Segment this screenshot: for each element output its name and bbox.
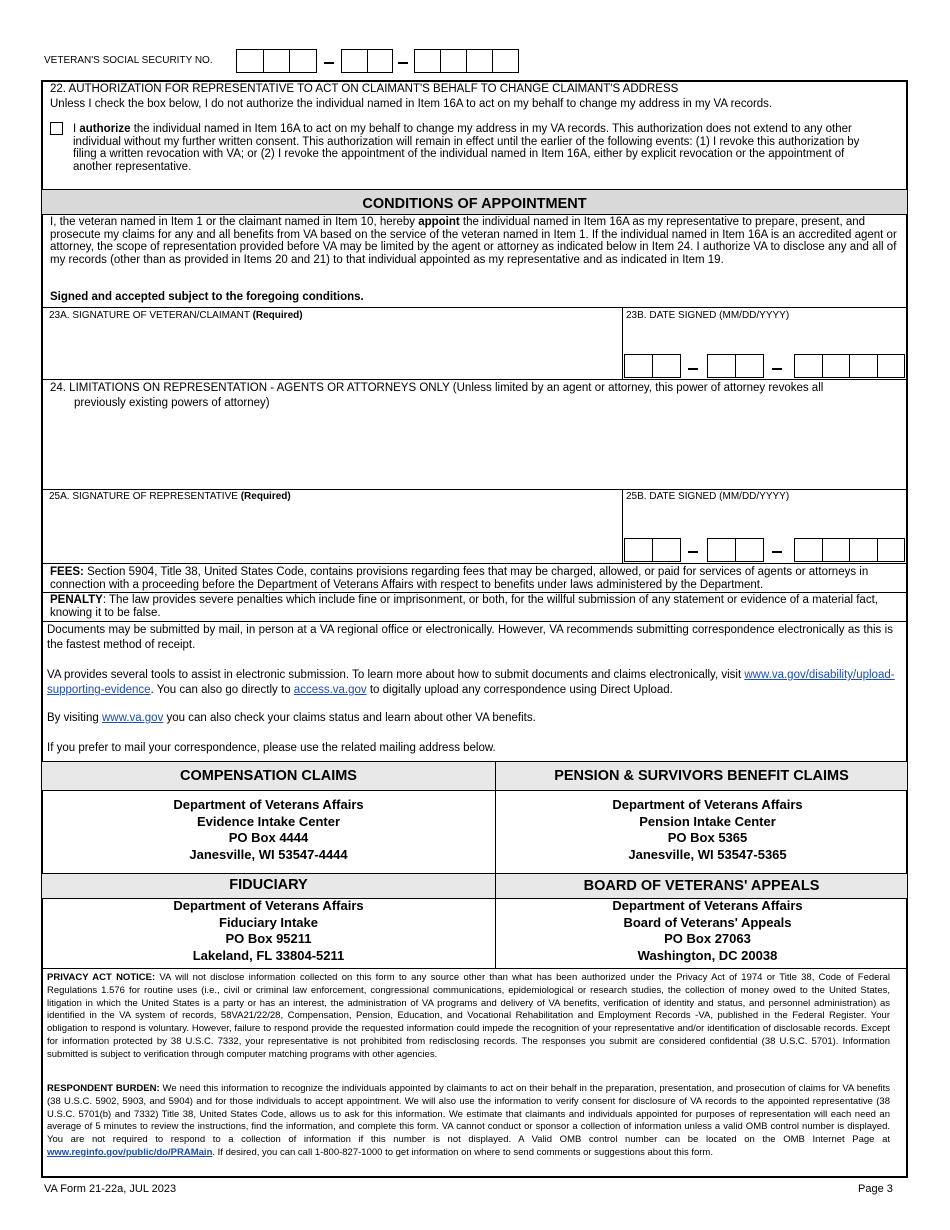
ssn-part1-input[interactable] [236, 49, 317, 73]
date23-year-input[interactable] [794, 354, 905, 378]
date25-dash-2 [772, 551, 782, 553]
divider [622, 489, 623, 563]
date25-month-input[interactable] [624, 538, 681, 562]
respondent-burden [47, 1083, 890, 1160]
submission-p3 [47, 712, 536, 725]
auth-prefix: I [73, 123, 80, 135]
pension-address [496, 797, 919, 863]
item25a-required: (Required) [240, 491, 291, 502]
fiduciary-heading: FIDUCIARY [229, 877, 308, 893]
ssn-label: VETERAN'S SOCIAL SECURITY NO. [44, 55, 213, 66]
item23a-required: (Required) [252, 310, 303, 321]
form-number: VA Form 21-22a, JUL 2023 [44, 1183, 177, 1195]
upload-evidence-link[interactable]: www.va.gov/disability/upload-supporting-evidence [47, 669, 895, 696]
divider [41, 790, 908, 791]
penalty-body: : The law provides severe penalties which include fine or imprisonment, or both, for the willful submission of any statement or evidence of a material fact, knowing it to be false. [50, 594, 878, 619]
item25a-label [49, 491, 291, 503]
penalty-text [50, 594, 902, 619]
penalty-label: PENALTY [50, 594, 103, 606]
item22-intro: Unless I check the box below, I do not authorize the individual named in Item 16A to act on my behalf to change my address in my VA records. [50, 98, 773, 110]
auth-bold: authorize [79, 123, 131, 135]
comp-addr-line2: Evidence Intake Center [196, 813, 341, 829]
submission-p2-b: . You can also go directly to [150, 684, 294, 696]
item22-title: 22. AUTHORIZATION FOR REPRESENTATIVE TO ACT ON CLAIMANT'S BEHALF TO CHANGE CLAIMANT'S ADDRESS [50, 83, 679, 95]
ssn-part2-input[interactable] [341, 49, 393, 73]
burden-body-2: . If desired, you can call 1-800-827-1000 to get information on where to send comments or suggestions about this form. [212, 1146, 713, 1158]
submission-p2 [47, 668, 907, 698]
fid-addr-line2: Fiduciary Intake [219, 914, 318, 930]
fees-text [50, 566, 902, 591]
divider [41, 563, 908, 564]
divider [41, 307, 908, 308]
item24-line2: previously existing powers of attorney) [74, 397, 270, 409]
veteran-signature-field[interactable] [43, 322, 621, 378]
limitations-textarea[interactable] [43, 412, 906, 488]
appeals-addr-line1: Department of Veterans Affairs [612, 898, 803, 913]
fees-label: FEES: [50, 566, 84, 578]
date25-year-input[interactable] [794, 538, 905, 562]
divider [41, 968, 908, 969]
submission-p3-a: By visiting [47, 712, 102, 724]
privacy-act-notice [47, 972, 890, 1062]
auth-body: the individual named in Item 16A to act on my behalf to change my address in my VA records. This authorization does not extend to any other individual without my further written consent. This authorization will remain in effect until the earlier of the following events: (1) I revoke this authorization by filing a written revocation with VA; or (2) I revoke the appointment of the individual named in Item 16A, either by explicit revocation or the appointment of another representative. [73, 123, 860, 173]
divider [41, 214, 908, 215]
submission-p4: If you prefer to mail your correspondence, please use the related mailing address below. [47, 742, 496, 754]
conditions-p1-a: I, the veteran named in Item 1 or the claimant named in Item 10, hereby [50, 216, 419, 228]
compensation-heading: COMPENSATION CLAIMS [180, 768, 357, 784]
privacy-label: PRIVACY ACT NOTICE: [47, 972, 156, 983]
date23-day-input[interactable] [707, 354, 764, 378]
comp-addr-line3: PO Box 4444 [228, 830, 309, 845]
appoint-bold: appoint [418, 216, 460, 228]
burden-label: RESPONDENT BURDEN: [47, 1083, 160, 1094]
va-gov-link[interactable]: www.va.gov [101, 712, 164, 724]
authorize-address-change-checkbox[interactable] [50, 122, 63, 135]
fees-body: Section 5904, Title 38, United States Code, contains provisions regarding fees that may be charged, allowed, or paid for services of agents or attorneys in connection with a proceeding before the Department of Veterans Affairs with respect to benefits under laws administered by the Department. [50, 566, 869, 591]
pension-addr-line3: PO Box 5365 [667, 830, 748, 845]
signed-accepted-text: Signed and accepted subject to the foregoing conditions. [50, 291, 364, 303]
submission-p1: Documents may be submitted by mail, in person at a VA regional office or electronically. However, VA recommends submitting correspondence electronically as this is the fastest method of receipt. [47, 624, 893, 651]
divider [622, 307, 623, 379]
conditions-p1-b: the individual named in Item 16A as my representative to prepare, present, and prosecute my claims for any and all benefits from VA based on the service of the veteran named in Item 1. If the individual named in Item 16A is an accredited agent or attorney, the scope of representation provided before VA may be limited by the agent or attorney as indicated below in Item 24. I authorize VA to disclose any and all of my records (other than as provided in Items 20 and 21) to that individual appointed as my representative and as indicated in Item 19. [50, 216, 897, 266]
divider [41, 489, 908, 490]
date23-month-input[interactable] [624, 354, 681, 378]
burden-body: We need this information to recognize the individuals appointed by claimants to act on their behalf in the preparation, presentation, and prosecution of claims for VA benefits (38 U.S.C. 5902, 5903, and 5904) and for those individuals to accept appointment. We will also use the information to verify consent for disclosure of VA records to the appointed representative (38 U.S.C. 5701(b) and 7332) Title 38, United States Code, allows us to ask for this information. We estimate that claimants and individuals appointed for purposes of representation will each need an average of 5 minutes to review the instructions, find the information, and complete this form. VA cannot conduct or sponsor a collection of information unless a valid OMB control number is displayed. You are not required to respond to a collection of information if this number is not displayed. A Valid OMB control number can be located on the OMB Internet Page at [47, 1083, 890, 1146]
item25b-label: 25B. DATE SIGNED (MM/DD/YYYY) [626, 491, 790, 502]
submission-p3-b: you can also check your claims status and learn about other VA benefits. [163, 712, 536, 724]
pension-addr-line1: Department of Veterans Affairs [612, 797, 803, 812]
date23-dash-1 [688, 368, 698, 370]
pension-heading: PENSION & SURVIVORS BENEFIT CLAIMS [554, 768, 849, 784]
conditions-paragraph [50, 216, 900, 266]
ssn-dash-1 [324, 62, 334, 64]
date23-dash-2 [772, 368, 782, 370]
privacy-body: VA will not disclose information collected on this form to any source other than what has been authorized under the Privacy Act of 1974 or Title 38, Code of Federal Regulations 1.576 for routine uses (i.e., civil or criminal law enforcement, congressional communications, epidemiological or research studies, the collection of money owed to the United States, litigation in which the United States is a party or has an interest, the administration of VA programs and delivery of VA benefits, verification of identity and status, and personnel administration) as identified in the VA system of records, 58VA21/22/28, Compensation, Pension, Education, and Vocational Rehabilitation and Employment Records -VA, published in the Federal Register. Your obligation to respond is voluntary. However, failure to respond provide the requested information could impede the recognition of your representative and/or identification of disclosable records. Except for information protected by 38 U.S.C. 7332, your representative is not prohibited from redisclosing records. The responses you submit are considered confidential (38 U.S.C. 5701). Information submitted is subject to verification through computer matching programs with other agencies. [47, 972, 891, 1060]
pension-addr-line4: Janesville, WI 53547-5365 [628, 846, 787, 862]
item22-authorization-text [73, 123, 873, 173]
appeals-addr-line3: PO Box 27063 [664, 931, 751, 946]
access-va-link[interactable]: access.va.gov [293, 684, 367, 696]
item25a-label-text: 25A. SIGNATURE OF REPRESENTATIVE [49, 491, 241, 502]
divider [41, 379, 908, 380]
submission-p2-c: to digitally upload any correspondence using Direct Upload. [366, 684, 673, 696]
fid-addr-line4: Lakeland, FL 33804-5211 [192, 947, 345, 963]
page-number: Page 3 [858, 1183, 893, 1195]
date25-dash-1 [688, 551, 698, 553]
comp-addr-line4: Janesville, WI 53547-4444 [189, 846, 348, 862]
item23a-label-text: 23A. SIGNATURE OF VETERAN/CLAIMANT [49, 310, 253, 321]
item23b-label: 23B. DATE SIGNED (MM/DD/YYYY) [626, 310, 790, 321]
ssn-dash-2 [398, 62, 408, 64]
submission-p2-a: VA provides several tools to assist in electronic submission. To learn more about how to submit documents and claims electronically, visit [47, 669, 745, 681]
fid-addr-line3: PO Box 95211 [225, 931, 312, 946]
divider [41, 592, 908, 593]
reginfo-link[interactable]: www.reginfo.gov/public/do/PRAMain [47, 1146, 213, 1158]
item23a-label [49, 310, 303, 322]
representative-signature-field[interactable] [43, 504, 621, 562]
appeals-heading: BOARD OF VETERANS' APPEALS [583, 878, 820, 894]
appeals-addr-line4: Washington, DC 20038 [637, 947, 778, 963]
fid-addr-line1: Department of Veterans Affairs [173, 898, 364, 913]
appeals-addr-line2: Board of Veterans' Appeals [623, 914, 792, 930]
divider [41, 621, 908, 622]
pension-addr-line2: Pension Intake Center [639, 813, 776, 829]
ssn-part3-input[interactable] [414, 49, 519, 73]
comp-addr-line1: Department of Veterans Affairs [173, 797, 364, 812]
item24-line1: 24. LIMITATIONS ON REPRESENTATION - AGENTS OR ATTORNEYS ONLY (Unless limited by an agent or attorney, this power of attorney revokes all [50, 382, 824, 394]
fiduciary-address [42, 898, 495, 964]
conditions-heading: CONDITIONS OF APPOINTMENT [362, 196, 587, 212]
appeals-address [496, 898, 919, 964]
date25-day-input[interactable] [707, 538, 764, 562]
compensation-address [42, 797, 495, 863]
